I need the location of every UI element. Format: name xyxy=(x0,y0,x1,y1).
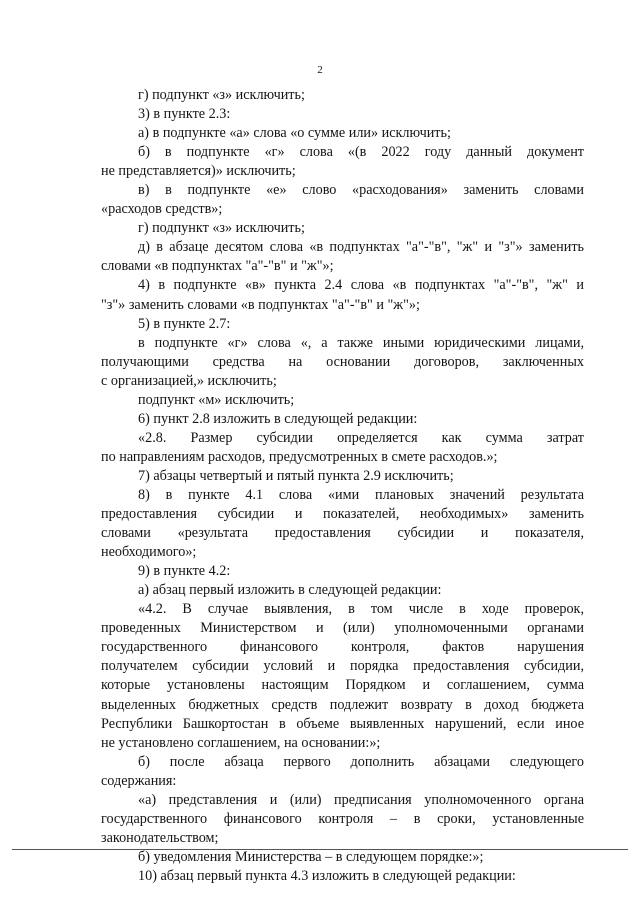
text-line: не представляется)» исключить; xyxy=(101,163,296,180)
text-line: г) подпункт «з» исключить; xyxy=(138,87,305,103)
bottom-rule xyxy=(12,849,628,850)
text-line: содержания: xyxy=(101,772,177,789)
text-line: в подпункте «г» слова «, а также иными юридическими лицами, xyxy=(138,334,584,351)
text-line: государственного финансового контроля – в сроки, установленные xyxy=(101,810,584,827)
text-line: 4) в подпункте «в» пункта 2.4 слова «в подпунктах "а"-"в", "ж" и xyxy=(138,277,584,294)
text-line: которые установлены настоящим Порядком и соглашением, сумма xyxy=(101,677,584,694)
text-line: необходимого»; xyxy=(101,544,197,561)
text-line: получающими средства на основании договоров, заключенных xyxy=(101,353,584,370)
text-line: словами «в подпунктах "а"-"в" и "ж"»; xyxy=(101,258,334,275)
page-number: 2 xyxy=(317,64,323,76)
text-line: 8) в пункте 4.1 слова «ими плановых значений результата xyxy=(138,486,584,503)
text-line: 9) в пункте 4.2: xyxy=(138,563,231,580)
text-line: подпункт «м» исключить; xyxy=(138,391,295,408)
text-line: б) после абзаца первого дополнить абзацами следующего xyxy=(138,753,584,770)
text-line: законодательством; xyxy=(101,829,219,846)
text-line: "з"» заменить словами «в подпунктах "а"-"в" и "ж"»; xyxy=(101,296,420,313)
text-line: 7) абзацы четвертый и пятый пункта 2.9 исключить; xyxy=(138,467,454,484)
text-line: г) подпункт «з» исключить; xyxy=(138,220,305,237)
text-line: а) в подпункте «а» слова «о сумме или» исключить; xyxy=(138,125,451,142)
text-line: «4.2. В случае выявления, в том числе в ходе проверок, xyxy=(138,601,584,618)
text-line: 10) абзац первый пункта 4.3 изложить в следующей редакции: xyxy=(138,867,516,884)
text-line: д) в абзаце десятом слова «в подпунктах "а"-"в", "ж" и "з"» заменить xyxy=(138,239,584,256)
text-line: б) уведомления Министерства – в следующем порядке:»; xyxy=(138,848,484,865)
text-line: Республики Башкортостан в объеме выявленных нарушений, если иное xyxy=(101,715,584,732)
text-line: проведенных Министерством и (или) уполномоченными органами xyxy=(101,620,584,637)
text-line: по направлениям расходов, предусмотренных в смете расходов.»; xyxy=(101,448,498,465)
text-line: «расходов средств»; xyxy=(101,201,223,218)
text-line: словами «результата предоставления субсидии и показателя, xyxy=(101,525,584,542)
text-line: 6) пункт 2.8 изложить в следующей редакции: xyxy=(138,410,418,427)
text-line: не установлено соглашением, на основании:»; xyxy=(101,734,381,751)
text-line: 3) в пункте 2.3: xyxy=(138,106,231,123)
text-line: с организацией,» исключить; xyxy=(101,372,277,389)
text-line: «2.8. Размер субсидии определяется как сумма затрат xyxy=(138,429,584,446)
text-line: 5) в пункте 2.7: xyxy=(138,315,231,332)
text-line: а) абзац первый изложить в следующей редакции: xyxy=(138,582,442,599)
text-line: предоставления субсидии и показателей, необходимых» заменить xyxy=(101,506,584,523)
text-line: «а) представления и (или) предписания уполномоченного органа xyxy=(138,791,584,808)
text-line: государственного финансового контроля, фактов нарушения xyxy=(101,639,584,656)
text-line: выделенных бюджетных средств подлежит возврату в доход бюджета xyxy=(101,696,584,713)
text-line: получателем субсидии условий и порядка предоставления субсидии, xyxy=(101,658,584,675)
document-body xyxy=(101,86,584,886)
text-line: в) в подпункте «е» слово «расходования» заменить словами xyxy=(138,182,584,199)
text-line: б) в подпункте «г» слова «(в 2022 году данный документ xyxy=(138,144,584,161)
